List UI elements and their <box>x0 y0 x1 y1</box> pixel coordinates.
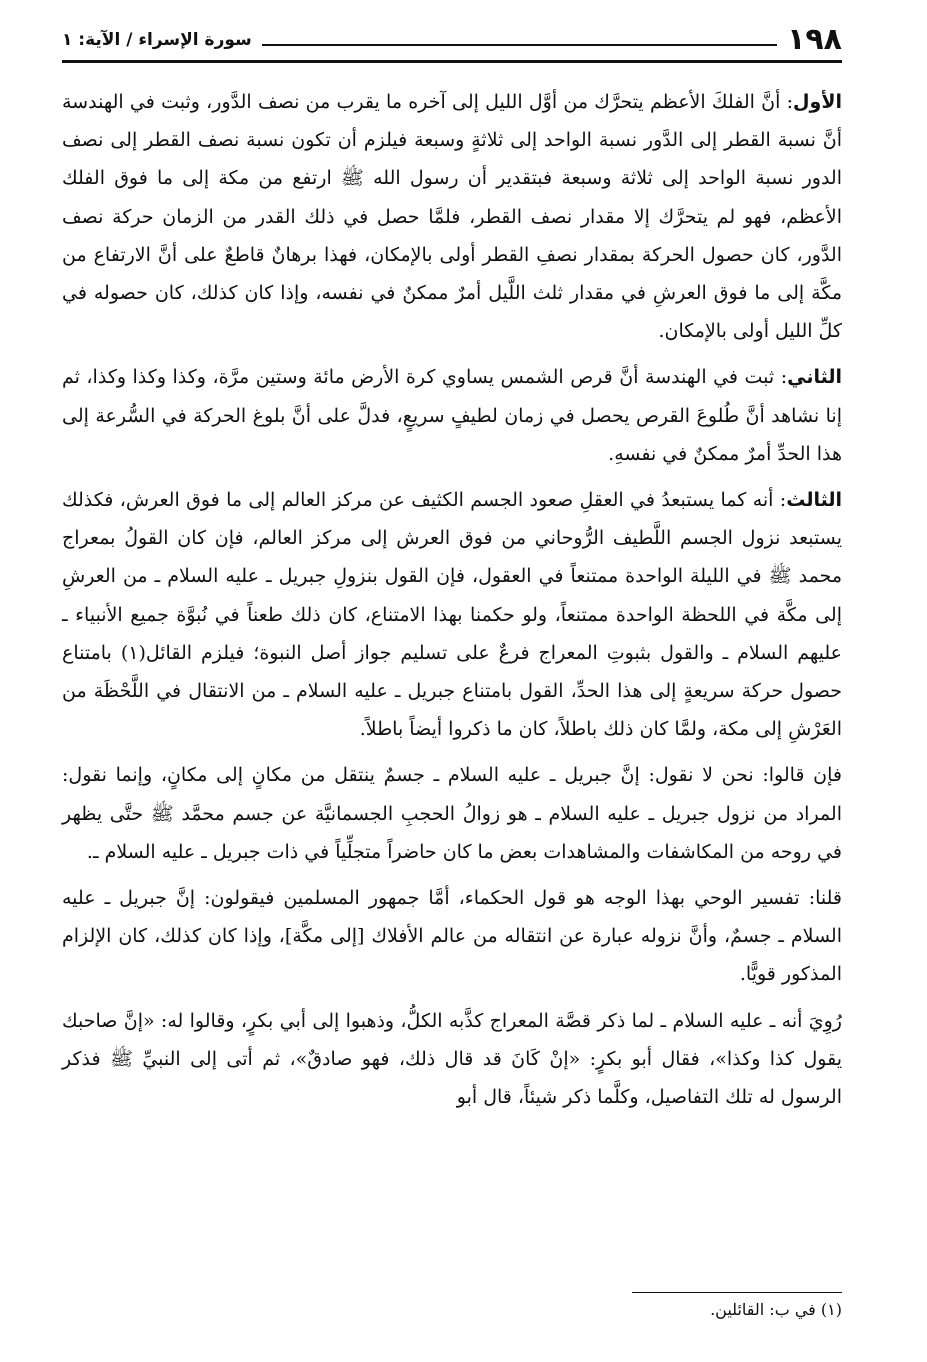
paragraph-term: الثالث <box>786 489 842 512</box>
paragraph-reply: قلنا: تفسير الوحي بهذا الوجه هو قول الحكماء، أمَّا جمهور المسلمين فيقولون: إنَّ جبريل ـ عليه السلام ـ جسمٌ، وأنَّ نزوله عبارة عن انتقاله من عالم الأفلاك [إلى مكَّة]، وإذا كان كذلك، كان الإلزام المذكور قويًّا. <box>62 887 842 986</box>
footnote: (١) في ب: القائلين. <box>710 1300 842 1319</box>
surah-title: سورة الإسراء / الآية: ١ <box>62 30 252 50</box>
paragraph-term: الثاني <box>787 366 842 389</box>
paragraph-objection: فإن قالوا: نحن لا نقول: إنَّ جبريل ـ عليه السلام ـ جسمٌ ينتقل من مكانٍ إلى مكانٍ، وإنما نقول: المراد من نزول جبريل ـ عليه السلام ـ هو زوالُ الحجبِ الجسمانيَّة عن جسم محمَّد ﷺ حتَّى يظهر في روحه من المكاشفات والمشاهدات بعض ما كان حاضراً متجلِّياً في ذات جبريل ـ عليه السلام ـ. <box>62 764 842 863</box>
header-rule <box>262 44 777 46</box>
footnote-rule <box>632 1292 842 1293</box>
page <box>62 20 842 1319</box>
paragraph-text: : ثبت في الهندسة أنَّ قرص الشمس يساوي كرة الأرض مائة وستين مرَّة، وكذا وكذا وكذا، ثم إنا نشاهد أنَّ طُلوعَ القرص يحصل في زمان لطيفٍ سريعٍ، فدلَّ على أنَّ بلوغ الحركة في السُّرعة إلى هذا الحدِّ أمرٌ ممكنٌ في نفسهِ. <box>62 366 842 465</box>
paragraph-second <box>62 358 842 473</box>
paragraph-text: : أنه كما يستبعدُ في العقلِ صعود الجسم الكثيف عن مركز العالم إلى ما فوق العرش، فكذلك يستبعد نزول الجسم اللَّطيف الرُّوحاني من فوق العرش إلى مركز العالم، فإن كان القولُ بمعراج محمد ﷺ في الليلة الواحدة ممتنعاً في العقول، فإن القول بنزولِ جبريل ـ عليه السلام ـ من العرشِ إلى مكَّة في اللحظة الواحدة ممتنعاً، ولو حكمنا بهذا الامتناع، كان ذلك طعناً في نُبوَّة جميع الأنبياء ـ عليهم السلام ـ والقول بثبوتِ المعراج فرعٌ على تسليم جواز أصل النبوة؛ فيلزم القائل(١) بامتناع حصول حركة سريعةٍ إلى هذا الحدِّ، القول بامتناع جبريل ـ عليه السلام ـ من الانتقال في اللَّحْظَة من العَرْشِ إلى مكة، ولمَّا كان ذلك باطلاً، كان ما ذكروا أيضاً باطلاً. <box>62 489 842 741</box>
paragraph-first <box>62 83 842 350</box>
paragraph-narration: رُوِيَ أنه ـ عليه السلام ـ لما ذكر قصَّة المعراج كذَّبه الكلُّ، وذهبوا إلى أبي بكرٍ، وقالوا له: «إنَّ صاحبك يقول كذا وكذا»، فقال أبو بكرٍ: «إنْ كَانَ قد قال ذلك، فهو صادقٌ»، ثم أتى إلى النبيِّ ﷺ فذكر الرسول له تلك التفاصيل، وكلَّما ذكر شيئاً، قال أبو <box>62 1009 842 1109</box>
body-text <box>62 83 842 1116</box>
paragraph-text: : أنَّ الفلكَ الأعظم يتحرَّك من أوَّل الليل إلى آخره ما يقرب من نصف الدَّور، وثبت في الهندسة أنَّ نسبة القطر إلى الدَّور نسبة الواحد إلى ثلاثةٍ وسبعة فيلزم أن تكون نسبة نصف القطر إلى نصف الدور نسبة الواحد إلى ثلاثة وسبعة فبتقدير أن رسول الله ﷺ ارتفع من مكة إلى ما فوق الفلك الأعظم، فهو لم يتحرَّك إلا مقدار نصف القطر، فلمَّا حصل في ذلك القدر من الزمان حركة نصف الدَّور، كان حصول الحركة بمقدار نصفِ القطر أولى بالإمكان، فهذا برهانٌ قاطعٌ على أنَّ الارتفاع من مكَّة إلى ما فوق العرشِ في مقدار ثلث اللَّيل أمرٌ ممكنٌ في نفسه، وإذا كان كذلك، كان حصوله في كلِّ الليل أولى بالإمكان. <box>62 91 842 343</box>
paragraph-third <box>62 481 842 748</box>
page-number: ١٩٨ <box>787 22 842 57</box>
running-header <box>62 20 842 63</box>
paragraph-term: الأول <box>793 91 842 113</box>
